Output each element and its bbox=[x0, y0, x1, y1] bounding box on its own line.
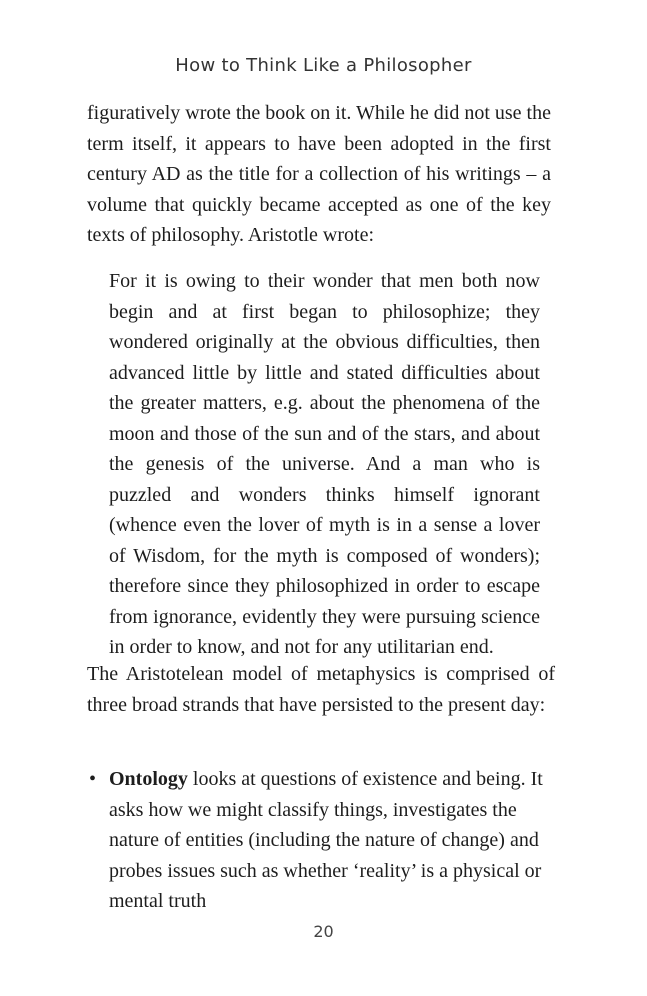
body-paragraph-metaphysics: The Aristotelean model of metaphysics is comprised of three broad strands that have persisted to the present day: bbox=[87, 663, 555, 716]
body-paragraph-intro: figuratively wrote the book on it. While he did not use the term itself, it appears to have been adopted in the first century AD as the title for a collection of his writings – a volume that quickly became accepted as one of the key texts of philosophy. Aristotle wrote: bbox=[87, 102, 551, 246]
bullet-list bbox=[89, 764, 549, 917]
bullet-icon: • bbox=[89, 768, 97, 790]
list-item bbox=[89, 764, 549, 917]
running-header: How to Think Like a Philosopher bbox=[175, 55, 472, 76]
block-quote: For it is owing to their wonder that men both now begin and at first began to philosophize; they wondered originally at the obvious difficulties, then advanced little by little and stated difficulties about the greater matters, e.g. about the phenomena of the moon and those of the sun and of the stars, and about the genesis of the universe. And a man who is puzzled and wonders thinks himself ignorant (whence even the lover of myth is in a sense a lover of Wisdom, for the myth is composed of wonders); therefore since they philosophized in order to escape from ignorance, evidently they were pursuing science in order to know, and not for any utilitarian end. bbox=[109, 270, 540, 658]
page-number: 20 bbox=[313, 922, 334, 941]
bullet-term: Ontology bbox=[109, 768, 188, 790]
bullet-text: looks at questions of existence and being. It asks how we might classify things, investigates the nature of entities (including the nature of change) and probes issues such as whether ‘reality’ is a physical or mental truth bbox=[109, 768, 543, 912]
